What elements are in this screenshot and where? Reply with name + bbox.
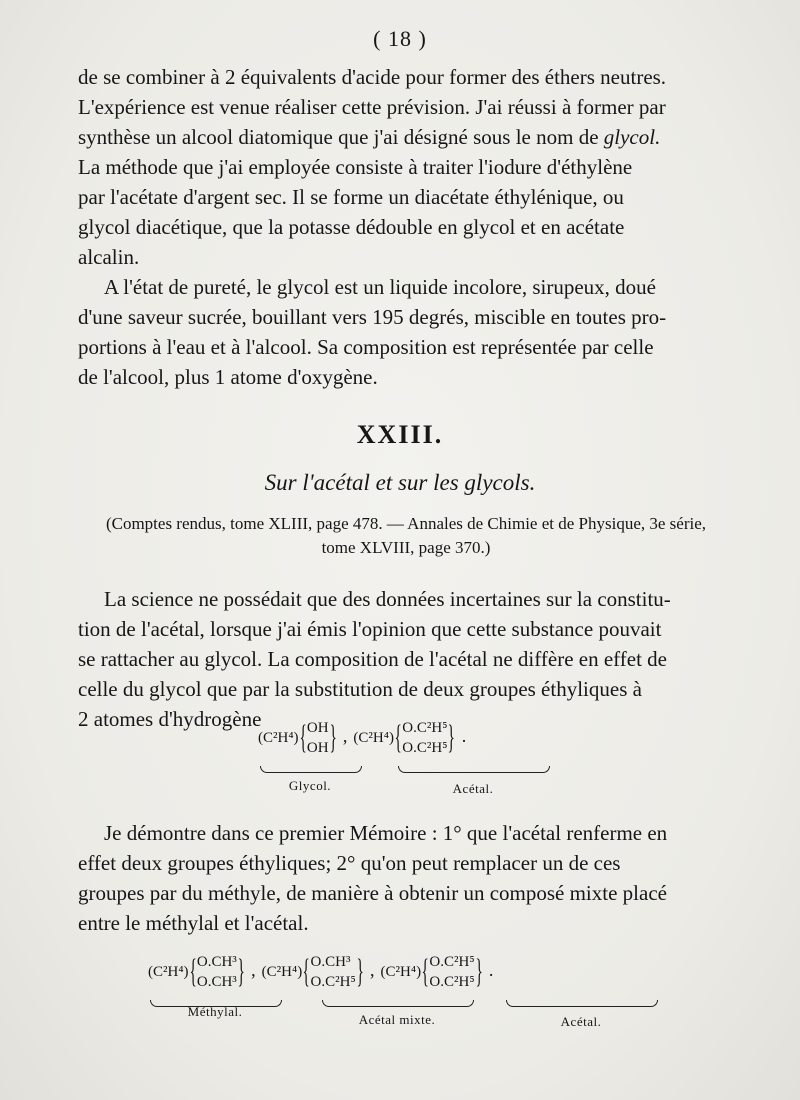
underbrace — [260, 766, 362, 773]
reference-line: tome XLVIII, page 370.) — [321, 538, 491, 557]
text-span: synthèse un alcool diatomique que j'ai désigné sous le nom de — [78, 125, 604, 149]
formula-top: O.C²H⁵ — [402, 720, 448, 736]
text-line: tion de l'acétal, lorsque j'ai émis l'opinion que cette substance pouvait — [78, 617, 662, 641]
paragraph-glycol-synthesis — [78, 62, 738, 272]
formula-label: Acétal. — [452, 781, 494, 796]
text-line: La science ne possédait que des données incertaines sur la constitu- — [104, 587, 671, 611]
separator: . — [461, 725, 467, 746]
text-line: groupes par du méthyle, de manière à obtenir un composé mixte placé — [78, 881, 667, 905]
references — [70, 512, 742, 560]
text-line: d'une saveur sucrée, bouillant vers 195 degrés, miscible en toutes pro- — [78, 305, 667, 329]
section-number: XXIII. — [356, 420, 444, 449]
formula-acetal — [381, 952, 483, 992]
formula-methylal-acetal-mixte-acetal — [148, 952, 499, 992]
formula-label: Méthylal. — [187, 1004, 243, 1019]
text-line: portions à l'eau et à l'alcool. Sa composition est représentée par celle — [78, 335, 654, 359]
text-line: glycol diacétique, que la potasse dédouble en glycol et en acétate — [78, 215, 625, 239]
formula-stack — [402, 718, 447, 758]
formula-bottom: O.C²H⁵ — [402, 740, 448, 756]
formula-top: O.CH³ — [310, 954, 351, 970]
formula-top: O.CH³ — [196, 954, 237, 970]
separator: , — [370, 959, 375, 980]
brace-open: { — [189, 953, 197, 990]
underbrace — [506, 1000, 658, 1007]
formula-radical: (C²H⁴) — [380, 963, 422, 980]
paragraph-acetal-constitution — [78, 584, 738, 734]
brace-open: { — [421, 953, 429, 990]
formula-stack — [197, 952, 237, 992]
formula-top: O.C²H⁵ — [429, 954, 475, 970]
formula-acetal-mixte — [262, 952, 364, 992]
text-line: effet deux groupes éthyliques; 2° qu'on peut remplacer un de ces — [78, 851, 621, 875]
formula-glycol-acetal — [258, 718, 472, 758]
text-line: 2 atomes d'hydrogène — [78, 707, 262, 731]
brace-close: } — [475, 953, 483, 990]
page-number: ( 18 ) — [373, 26, 427, 51]
formula-bottom: O.CH³ — [196, 974, 237, 990]
brace-close: } — [329, 719, 337, 756]
brace-close: } — [356, 953, 364, 990]
text-line: L'expérience est venue réaliser cette prévision. J'ai réussi à former par — [78, 95, 666, 119]
formula-stack — [429, 952, 474, 992]
formula-stack — [311, 952, 356, 992]
text-line: A l'état de pureté, le glycol est un liquide incolore, sirupeux, doué — [104, 275, 656, 299]
formula-top: OH — [306, 720, 329, 736]
separator: , — [251, 959, 256, 980]
formula-label: Acétal. — [560, 1014, 602, 1029]
formula-radical: (C²H⁴) — [258, 729, 299, 746]
text-line: La méthode que j'ai employée consiste à traiter l'iodure d'éthylène — [78, 155, 633, 179]
text-line: se rattacher au glycol. La composition de l'acétal ne diffère en effet de — [78, 647, 667, 671]
brace-close: } — [237, 953, 245, 990]
formula-methylal — [148, 952, 245, 992]
italic-term: glycol. — [603, 125, 661, 149]
brace-open: { — [394, 719, 402, 756]
brace-open: { — [302, 953, 311, 990]
formula-radical: (C²H⁴) — [148, 963, 189, 980]
formula-label: Acétal mixte. — [358, 1012, 436, 1027]
paragraph-memoir-demonstration — [78, 818, 738, 938]
section-title: Sur l'acétal et sur les glycols. — [264, 470, 536, 495]
brace-open: { — [299, 719, 307, 756]
formula-radical: (C²H⁴) — [261, 963, 303, 980]
separator: . — [488, 959, 494, 980]
separator: , — [342, 725, 348, 746]
underbrace — [398, 766, 550, 773]
text-line: par l'acétate d'argent sec. Il se forme un diacétate éthylénique, ou — [78, 185, 624, 209]
formula-bottom: O.C²H⁵ — [310, 974, 356, 990]
formula-bottom: OH — [306, 740, 329, 756]
brace-close: } — [447, 719, 456, 756]
text-line: entre le méthylal et l'acétal. — [78, 911, 309, 935]
formula-acetal — [353, 718, 455, 758]
text-line: Je démontre dans ce premier Mémoire : 1° que l'acétal renferme en — [104, 821, 668, 845]
paragraph-glycol-properties — [78, 272, 738, 392]
formula-bottom: O.C²H⁵ — [429, 974, 475, 990]
text-line: alcalin. — [78, 245, 140, 269]
text-line: celle du glycol que par la substitution de deux groupes éthyliques à — [78, 677, 642, 701]
text-line: de se combiner à 2 équivalents d'acide pour former des éthers neutres. — [78, 65, 667, 89]
formula-stack — [307, 718, 329, 758]
text-line: de l'alcool, plus 1 atome d'oxygène. — [78, 365, 378, 389]
formula-glycol — [258, 718, 337, 758]
text-line — [78, 122, 738, 152]
reference-line: (Comptes rendus, tome XLIII, page 478. — Annales de Chimie et de Physique, 3e série, — [105, 514, 707, 533]
underbrace — [322, 1000, 474, 1007]
formula-radical: (C²H⁴) — [353, 729, 394, 746]
formula-label: Glycol. — [288, 778, 332, 793]
